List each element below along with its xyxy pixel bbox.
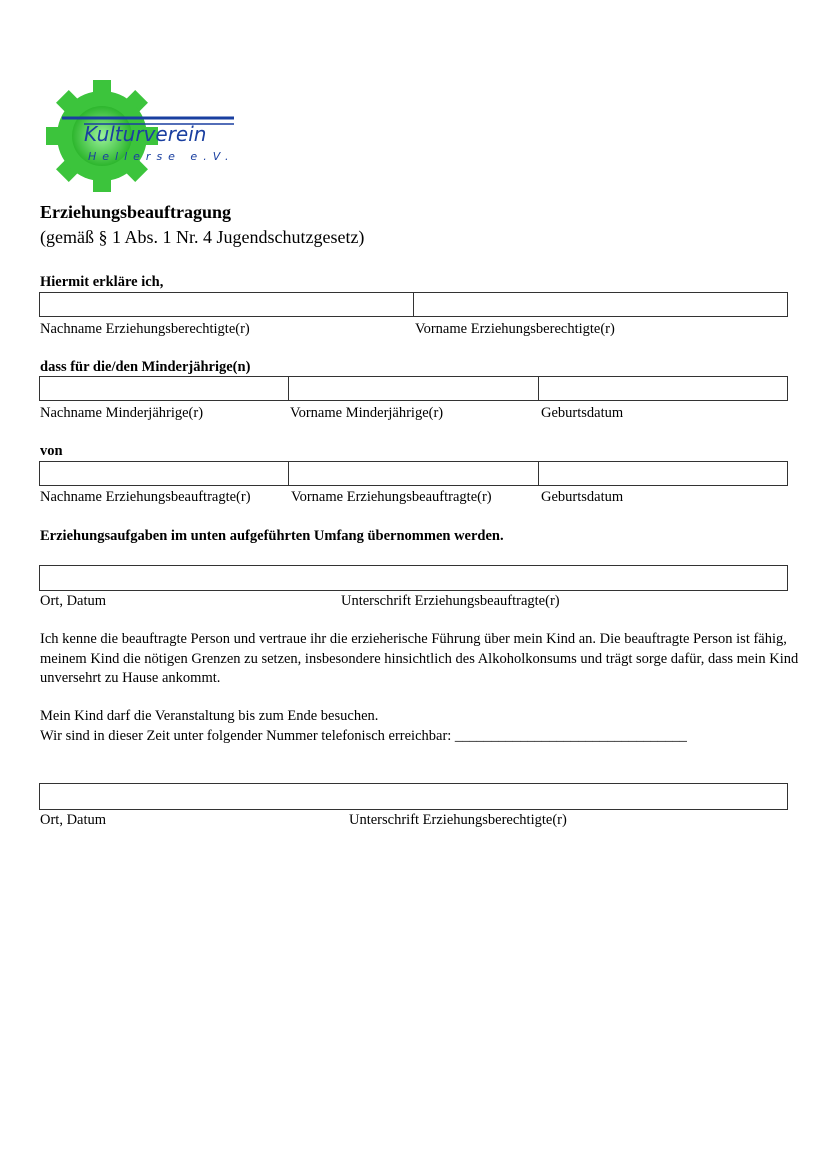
delegate-signature-field[interactable] <box>39 565 788 591</box>
attendance-line: Mein Kind darf die Veranstaltung bis zum Ende besuchen. <box>40 708 379 724</box>
place-date-label-1: Ort, Datum <box>40 593 107 609</box>
phone-line: Wir sind in dieser Zeit unter folgender Nummer telefonisch erreichbar: ________________________________ <box>40 728 687 744</box>
kulturverein-logo <box>44 78 244 196</box>
delegate-birthdate-label: Geburtsdatum <box>541 489 624 505</box>
minor-lastname-label: Nachname Minderjährige(r) <box>40 405 204 421</box>
guardian-lastname-label: Nachname Erziehungsberechtigte(r) <box>40 321 250 337</box>
guardian-firstname-label: Vorname Erziehungsberechtigte(r) <box>415 321 615 337</box>
delegate-firstname-field[interactable] <box>288 461 539 486</box>
minor-lastname-field[interactable] <box>39 376 289 401</box>
guardian-signature-field[interactable] <box>39 783 788 810</box>
minor-birthdate-label: Geburtsdatum <box>541 405 624 421</box>
trust-paragraph: Ich kenne die beauftragte Person und vertraue ihr die erzieherische Führung über mein Kind an. Die beauftragte Person ist fähig, meinem Kind die nötigen Grenzen zu setzen, insbesondere hinsichtlich des Alkoholkonsums und trägt sorge dafür, dass mein Kind unversehrt zu Hause ankommt. <box>40 631 799 686</box>
delegate-birthdate-field[interactable] <box>538 461 788 486</box>
section2-heading: dass für die/den Minderjährige(n) <box>40 359 251 375</box>
section1-heading: Hiermit erkläre ich, <box>40 274 164 290</box>
guardian-firstname-field[interactable] <box>413 292 788 317</box>
document-title: Erziehungsbeauftragung <box>40 202 232 222</box>
guardian-signature-label: Unterschrift Erziehungsberechtigte(r) <box>349 812 567 828</box>
logo-text-line2: Hellerse e.V. <box>88 150 235 163</box>
place-date-label-2: Ort, Datum <box>40 812 107 828</box>
delegate-signature-label: Unterschrift Erziehungsbeauftragte(r) <box>341 593 560 609</box>
minor-firstname-label: Vorname Minderjährige(r) <box>290 405 444 421</box>
minor-birthdate-field[interactable] <box>538 376 788 401</box>
delegate-lastname-label: Nachname Erziehungsbeauftragte(r) <box>40 489 251 505</box>
statement-text: Erziehungsaufgaben im unten aufgeführten Umfang übernommen werden. <box>40 528 504 544</box>
section3-heading: von <box>40 443 63 459</box>
delegate-lastname-field[interactable] <box>39 461 289 486</box>
logo-text-line1: Kulturverein <box>84 122 207 146</box>
delegate-firstname-label: Vorname Erziehungsbeauftragte(r) <box>291 489 492 505</box>
document-subtitle: (gemäß § 1 Abs. 1 Nr. 4 Jugendschutzgesetz) <box>40 227 365 247</box>
guardian-lastname-field[interactable] <box>39 292 414 317</box>
minor-firstname-field[interactable] <box>288 376 539 401</box>
